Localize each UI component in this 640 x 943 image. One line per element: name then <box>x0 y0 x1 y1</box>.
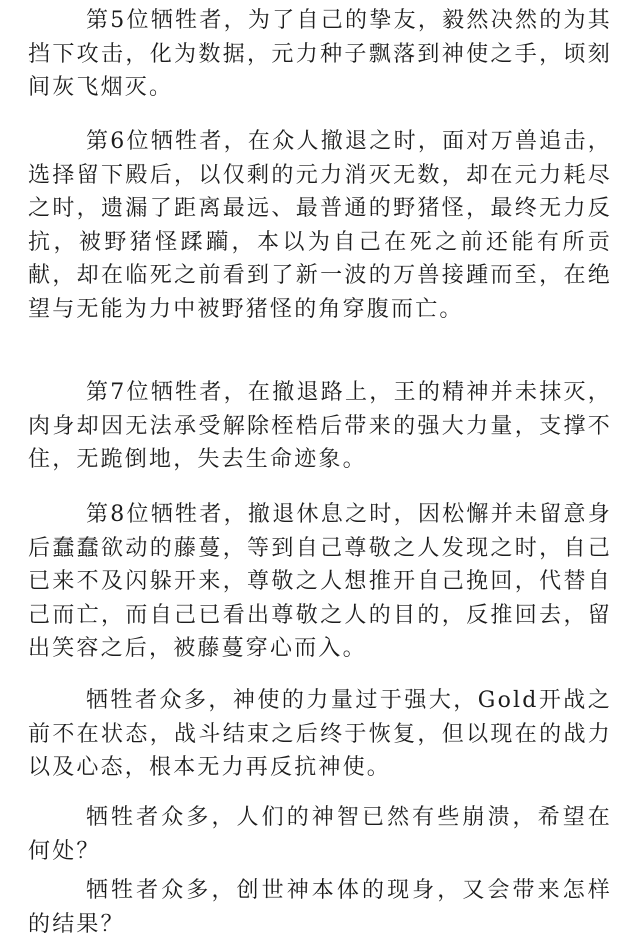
paragraph-gold-state: 牺牲者众多，神使的力量过于强大，Gold开战之前不在状态，战斗结束之后终于恢复，但以现在的战力以及心态，根本无力再反抗神使。 <box>28 688 612 780</box>
paragraph-hope: 牺牲者众多，人们的神智已然有些崩溃，希望在何处？ <box>28 805 612 864</box>
paragraph-victim-8: 第8位牺牲者，撤退休息之时，因松懈并未留意身后蠢蠢欲动的藤蔓，等到自己尊敬之人发现之时，自己已来不及闪躲开来，尊敬之人想推开自己挽回，代替自己而亡，而自己已看出尊敬之人的目的，反推回去，留出笑容之后，被藤蔓穿心而入。 <box>28 502 612 661</box>
paragraph-victim-5: 第5位牺牲者，为了自己的挚友，毅然决然的为其挡下攻击，化为数据，元力种子飘落到神使之手，顷刻间灰飞烟灭。 <box>28 8 612 100</box>
paragraph-victim-6: 第6位牺牲者，在众人撤退之时，面对万兽追击，选择留下殿后，以仅剩的元力消灭无数，却在元力耗尽之时，遗漏了距离最远、最普通的野猪怪，最终无力反抗，被野猪怪蹂躏，本以为自己在死之前还能有所贡献，却在临死之前看到了新一波的万兽接踵而至，在绝望与无能为力中被野猪怪的角穿腹而亡。 <box>28 129 612 322</box>
paragraph-creator-god: 牺牲者众多，创世神本体的现身，又会带来怎样的结果？ <box>28 878 612 937</box>
paragraph-victim-7: 第7位牺牲者，在撤退路上，王的精神并未抹灭，肉身却因无法承受解除桎梏后带来的强大力量，支撑不住，无跪倒地，失去生命迹象。 <box>28 380 612 472</box>
